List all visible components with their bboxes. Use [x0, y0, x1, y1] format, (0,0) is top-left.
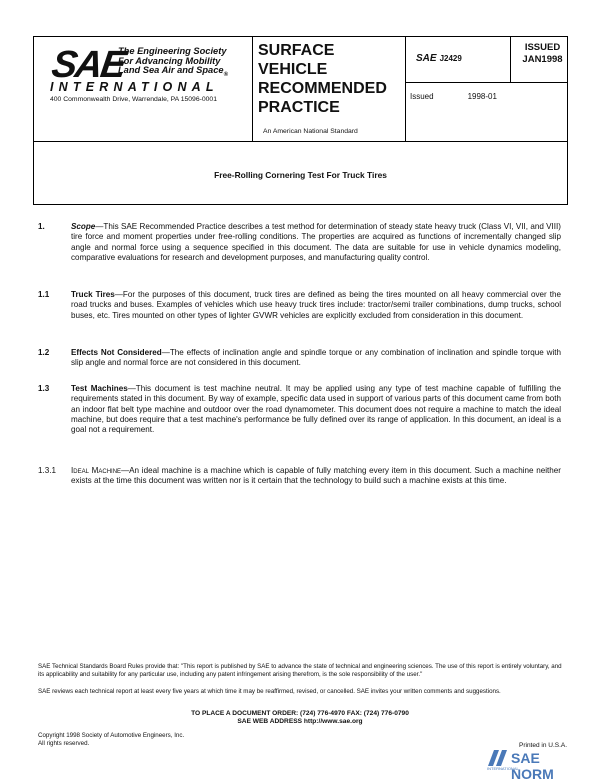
sae-norm-logo: SAE NORM INTERNATIONAL: [485, 746, 575, 772]
section-1-3-1: 1.3.1 Ideal Machine—An ideal machine is a machine which is capable of fully matching every item in this document. Such a machine neither exists at the time this document was written nor is it certain that the technology to build such a machine exists at this time.: [38, 466, 561, 486]
copyright: Copyright 1998 Society of Automotive Engineers, Inc. All rights reserved.: [38, 732, 185, 747]
header-divider: [252, 36, 253, 142]
address: 400 Commonwealth Drive, Warrendale, PA 15096-0001: [50, 96, 217, 103]
technical-note: SAE Technical Standards Board Rules provide that: "This report is published by SAE to advance the state of technical and engineering sciences. The use of this report is entirely voluntary, and its applicability and suitability for any particular use, including any patent infringement arising therefrom, is the sole responsibility of the user.": [38, 663, 562, 678]
header-divider: [405, 82, 568, 83]
document-type: SURFACE VEHICLE RECOMMENDED PRACTICE: [258, 42, 387, 116]
international-label: INTERNATIONAL: [50, 80, 219, 94]
sae-logo: SAE: [49, 44, 128, 86]
section-1: 1. Scope—This SAE Recommended Practice describes a test method for determination of steady state heavy truck (Class VI, VII, and VIII) tire force and moment properties under free-rolling conditions. The properties are acquired as functions of incrementally changed slip angle and normal force using a sequence specified in this document. The data are suitable for use in vehicle dynamics modeling, comparative evaluations for research and development purposes, and manufacturing quality control.: [38, 222, 561, 262]
issued-row: Issued 1998-01: [410, 92, 497, 101]
standard-number: SAE J2429: [416, 53, 462, 64]
review-note: SAE reviews each technical report at least every five years at which time it may be reaffirmed, revised, or cancelled. SAE invites your written comments and suggestions.: [38, 688, 501, 695]
society-text: The Engineering Society For Advancing Mobility Land Sea Air and Space$_®$: [118, 46, 228, 78]
header-divider: [510, 36, 511, 82]
section-1-3: 1.3 Test Machines—This document is test machine neutral. It may be applied using any type of test machine capable of fulfilling the requirements stated in this document. By way of example, specific data used in support of various parts of this document came from both an indoor flat belt type machine and outdoor over the road dynamometer. This document does not require a machine to match the ideal machine, but does require that a test machine's performance be fully defined over its range of application. In this document, an ideal is a goal not a requirement.: [38, 384, 561, 435]
header-divider: [405, 36, 406, 142]
issued-block: ISSUED JAN1998: [522, 42, 563, 65]
ans-note: An American National Standard: [263, 128, 358, 135]
printed-note: Printed in U.S.A.: [519, 742, 568, 749]
section-1-1: 1.1 Truck Tires—For the purposes of this document, truck tires are defined as being the tires mounted on all heavy commercial over the road trucks and buses. Examples of vehicles which use heavy truck tires include: tractor/semi trailer combinations, dump trucks, school buses, etc. Tires mounted on other types of lighter GVWR vehicles are explicitly excluded from consideration in this document.: [38, 290, 561, 320]
document-title: Free-Rolling Cornering Test For Truck Tires: [214, 170, 387, 180]
order-info: TO PLACE A DOCUMENT ORDER: (724) 776-4970 FAX: (724) 776-0790 SAE WEB ADDRESS http://www.sae.org: [191, 710, 409, 725]
section-1-2: 1.2 Effects Not Considered—The effects of inclination angle and spindle torque or any combination of inclination and spindle torque with slip angle and normal force are not considered in this document.: [38, 348, 561, 368]
